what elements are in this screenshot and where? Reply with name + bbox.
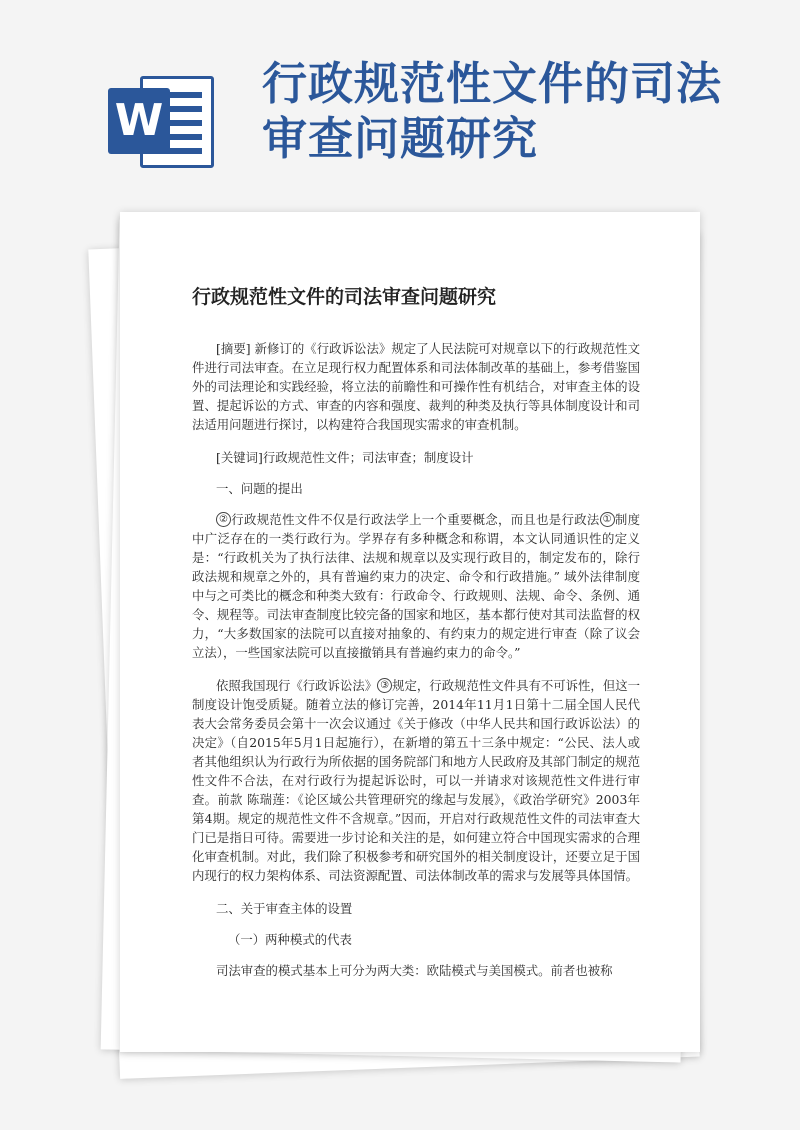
keywords-line: [关键词]行政规范性文件；司法审查；制度设计: [216, 450, 474, 465]
section-heading-2: 二、关于审查主体的设置: [216, 901, 353, 916]
document-page: [192, 282, 640, 980]
footnote-marker: ②: [216, 512, 231, 527]
document-title: 行政规范性文件的司法审查问题研究: [262, 57, 723, 165]
header-banner: [0, 0, 800, 200]
footnote-marker: ③: [377, 678, 392, 693]
body-paragraph-2: 依照我国现行《行政诉讼法》 ③ 规定，行政规范性文件具有不可诉性，但这一制度设计饱受质疑。随着立法的修订完善，2014年11月1日第十二届全国人民代表大会常务委员会第十一次会议通过《关于修改（中华人民共和国行政诉讼法）的决定》（自2015年5月1日起施行），在新增的第五十三条中规定：“公民、法人或者其他组织认为行政行为所依据的国务院部门和地方人民政府及其部门制定的规范性文件不合法，在对行政行为提起诉讼时，可以一并请求对该规范性文件进行审查。前款 陈瑞莲：《论区域公共管理研究的缘起与发展》，《政治学研究》2003年第4期。规定的规范性文件不含规章。”因而，开启对行政规范性文件的司法审查大门已是指日可待。需要进一步讨论和关注的是，如何建立符合中国现实需求的合理化审查机制。对此，我们除了积极参考和研究国外的相关制度设计，还要立足于国内现行的权力架构体系、司法资源配置、司法体制改革的需求与发展等具体国情。: [192, 678, 641, 883]
body-paragraph-3: 司法审查的模式基本上可分为两大类：欧陆模式与美国模式。前者也被称: [216, 963, 613, 978]
article-title: 行政规范性文件的司法审查问题研究: [192, 286, 497, 308]
subsection-heading-1: （一）两种模式的代表: [228, 932, 352, 947]
section-heading-1: 一、问题的提出: [216, 481, 303, 496]
body-paragraph-1: ② 行政规范性文件不仅是行政法学上一个重要概念，而且也是行政法 ① 制度中广泛存在的一类行政行为。学界存有多种概念和称谓，本文认同通识性的定义是：“行政机关为了执行法律、法规和规章以及实现行政目的，制定发布的，除行政法规和规章之外的，具有普遍约束力的决定、命令和行政措施。” 域外法律制度中与之可类比的概念和种类大致有：行政命令、行政规则、法规、命令、条例、通令、规程等。司法审查制度比较完备的国家和地区，基本都行使对其司法监督的权力，“大多数国家的法院可以直接对抽象的、有约束力的规定进行审查（除了议会立法），一些国家法院可以直接撤销具有普遍约束力的命令。”: [192, 512, 641, 660]
footnote-marker: ①: [600, 512, 615, 527]
abstract-paragraph: [摘要] 新修订的《行政诉讼法》规定了人民法院可对规章以下的行政规范性文件进行司法审查。在立足现行权力配置体系和司法体制改革的基础上，参考借鉴国外的司法理论和实践经验，将立法的前瞻性和可操作性有机结合，对审查主体的设置、提起诉讼的方式、审查的内容和强度、裁判的种类及执行等具体制度设计和司法适用问题进行探讨，以构建符合我国现实需求的审查机制。: [192, 341, 640, 432]
word-icon-letter: W: [108, 88, 170, 154]
word-document-icon: [108, 70, 216, 174]
